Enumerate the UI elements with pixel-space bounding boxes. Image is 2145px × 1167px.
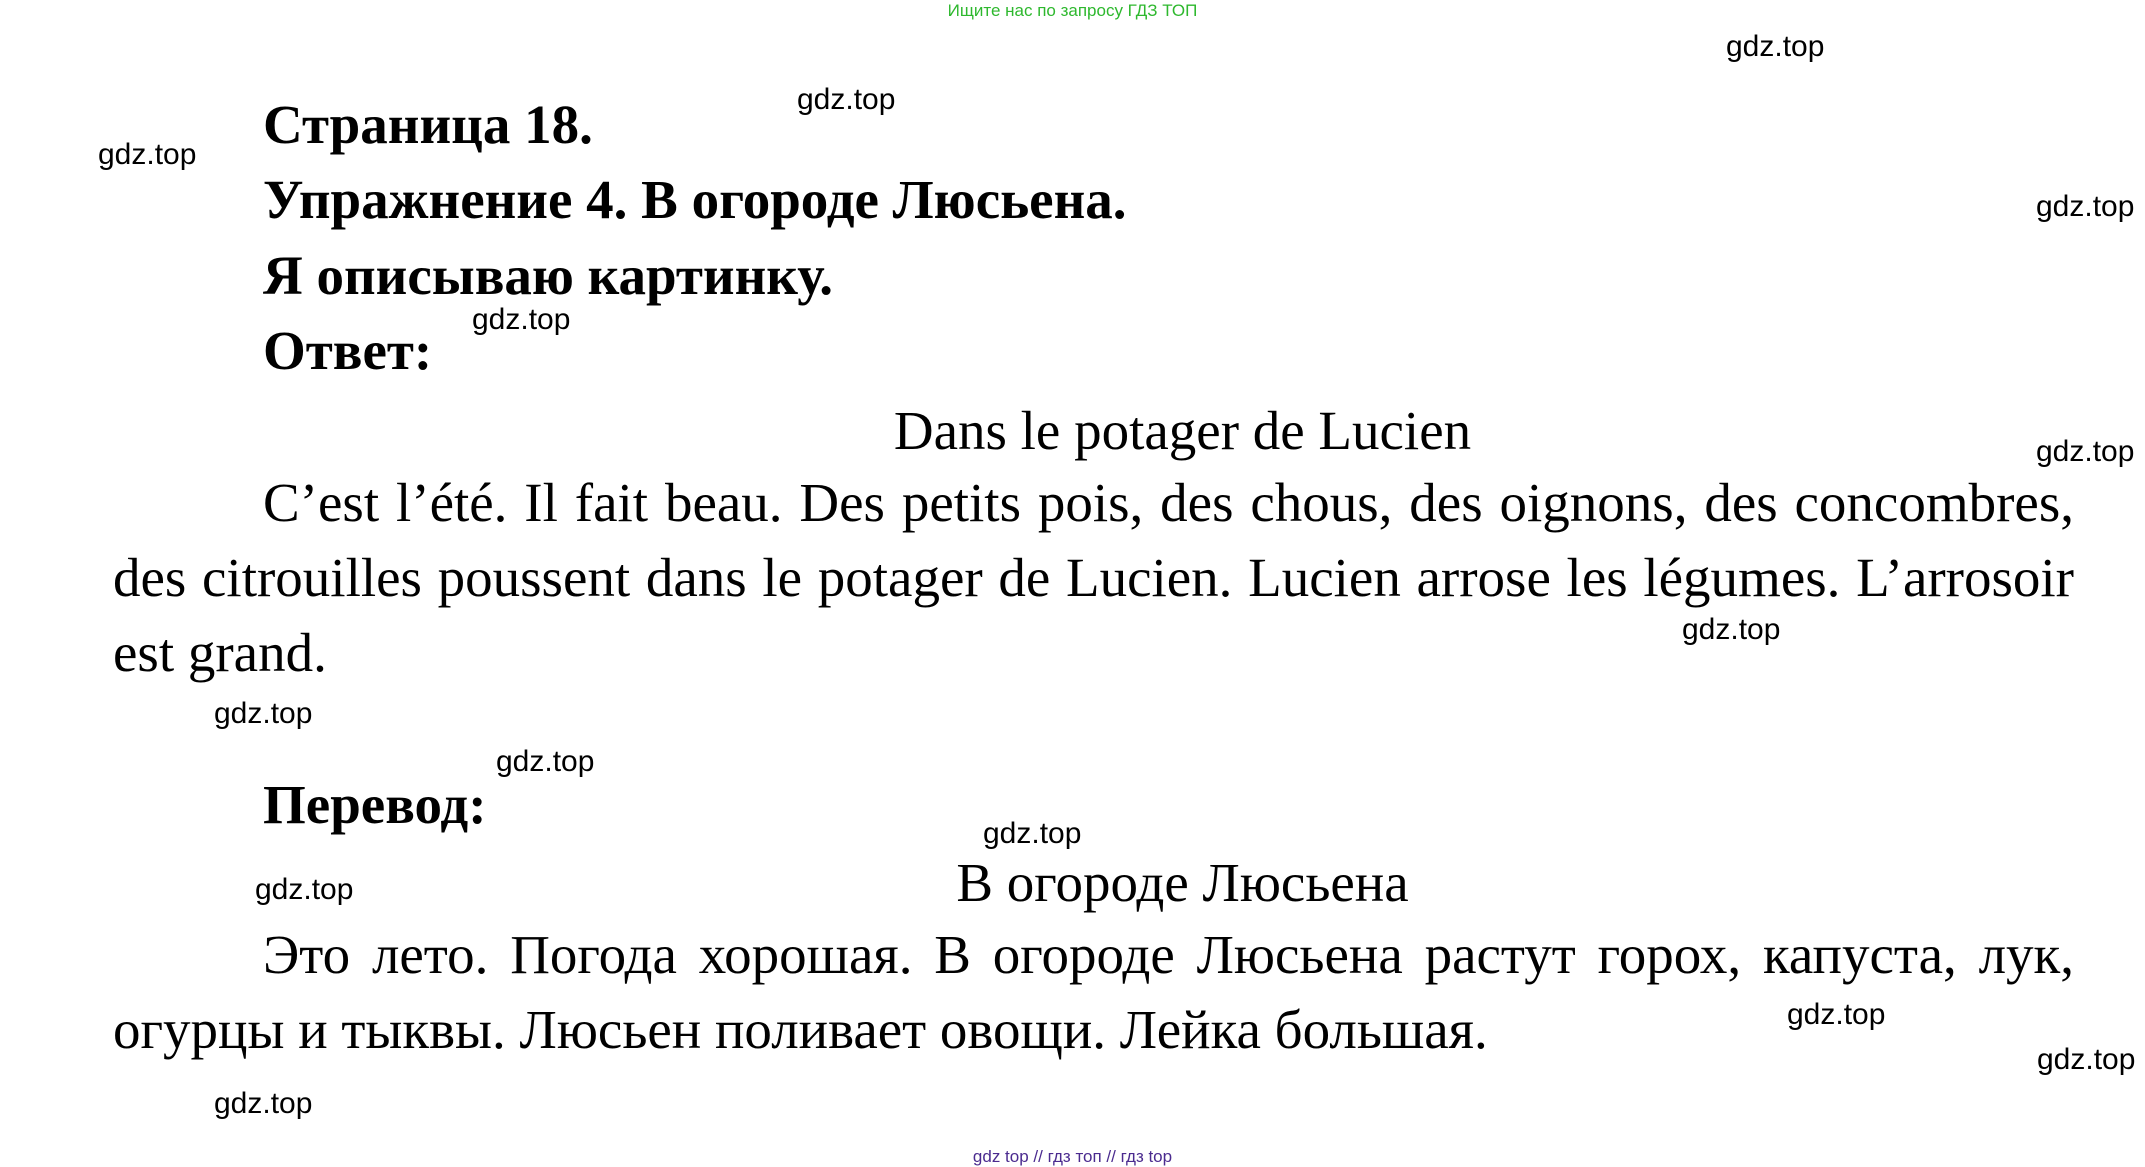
answer-title: Dans le potager de Lucien: [893, 400, 1472, 461]
watermark: gdz.top: [2036, 190, 2135, 223]
translation-heading: Перевод:: [263, 774, 487, 835]
watermark: gdz.top: [1726, 30, 1825, 63]
task-heading: Я описываю картинку.: [263, 245, 833, 306]
watermark: gdz.top: [496, 745, 595, 778]
watermark: gdz.top: [98, 138, 197, 171]
translation-title: В огороде Люсьена: [956, 852, 1409, 913]
answer-paragraph: C’est l’été. Il fait beau. Des petits pois, des chous, des oignons, des concombres, des citrouilles poussent dans le potager de Lucien. Lucien arrose les légumes. L’arrosoir est grand.: [113, 472, 2074, 683]
watermark: gdz.top: [797, 83, 896, 116]
exercise-heading: Упражнение 4. В огороде Люсьена.: [263, 169, 1127, 230]
watermark: gdz.top: [2037, 1043, 2136, 1076]
footer: gdz top // гдз топ // гдз top: [972, 1147, 1173, 1166]
watermark: gdz.top: [214, 697, 313, 730]
watermark: gdz.top: [472, 303, 571, 336]
watermark: gdz.top: [255, 873, 354, 906]
watermark: gdz.top: [983, 817, 1082, 850]
watermark: gdz.top: [1682, 613, 1781, 646]
watermark: gdz.top: [2036, 435, 2135, 468]
top-banner: Ищите нас по запросу ГДЗ ТОП: [947, 1, 1198, 20]
answer-heading: Ответ:: [263, 320, 433, 381]
page-heading: Страница 18.: [263, 94, 593, 155]
watermark: gdz.top: [1787, 998, 1886, 1031]
translation-paragraph: Это лето. Погода хорошая. В огороде Люсьена растут горох, капуста, лук, огурцы и тыквы. Люсьен поливает овощи. Лейка большая.: [113, 924, 2074, 1060]
watermark: gdz.top: [214, 1087, 313, 1120]
